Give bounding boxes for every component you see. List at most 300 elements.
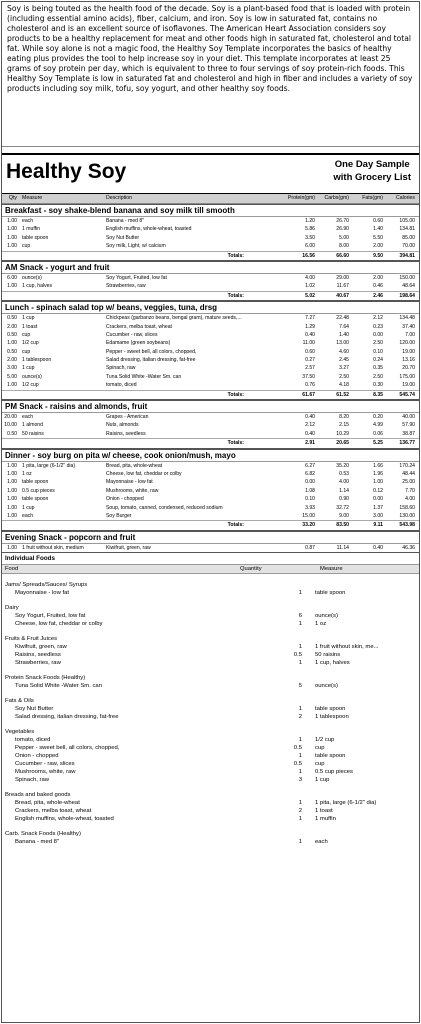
table-row (2, 242, 419, 250)
item-food: Onion - chopped (15, 753, 59, 760)
cell-qty: 3.00 (7, 365, 17, 372)
table-row (2, 373, 419, 381)
cell-qty: 1.00 (7, 487, 17, 494)
cell-measure: each (22, 218, 34, 224)
col-fats: Fats(gm) (362, 195, 383, 201)
cell-calories: 4.00 (405, 496, 415, 503)
cell-fats: 1.96 (373, 470, 383, 477)
cell-protein: 0.40 (305, 414, 315, 421)
cell-carbs: 29.00 (336, 274, 349, 281)
list-item (2, 643, 419, 651)
cell-qty: 1.00 (7, 470, 17, 477)
item-food: Soy Nut Butter (15, 706, 54, 713)
item-food: Banana - med 8" (15, 839, 60, 846)
item-measure: 1 fruit without skin, me... (315, 644, 379, 651)
cell-fats: 1.37 (373, 504, 383, 511)
cell-calories: 158.60 (399, 504, 415, 511)
cell-calories: 37.40 (402, 323, 415, 330)
cell-measure: each (22, 512, 34, 519)
cell-measure: 1 fruit without skin, medium (22, 544, 84, 551)
list-item (2, 760, 419, 768)
list-item (2, 659, 419, 667)
item-quantity: 1 (298, 737, 302, 744)
cell-calories: 19.00 (402, 348, 415, 355)
cell-fats: 2.46 (373, 292, 383, 299)
list-item (2, 736, 419, 744)
table-row (2, 495, 419, 503)
list-item (2, 612, 419, 620)
totals-row (2, 438, 419, 447)
cell-description: English muffins, whole-wheat, toasted (106, 226, 192, 233)
cell-blank (20, 439, 106, 447)
item-quantity: 1 (298, 660, 302, 667)
cell-measure: 1 cup, halves (22, 283, 53, 290)
cell-protein: 0.76 (305, 382, 315, 389)
table-row (2, 356, 419, 364)
cell-measure: cup (22, 243, 31, 250)
item-quantity: 1 (298, 753, 302, 760)
item-quantity: 1 (298, 839, 302, 846)
cell-qty: 1.00 (7, 218, 17, 224)
totals-label: Totals: (227, 522, 244, 529)
cell-calories: 57.90 (402, 422, 415, 429)
cell-calories: 25.00 (402, 479, 415, 486)
meal-title: Dinner - soy burg on pita w/ cheese, cook onion/mush, mayo (2, 449, 419, 462)
cell-protein: 7.27 (305, 315, 315, 322)
item-food: Cheese, low fat, cheddar or colby (15, 621, 103, 628)
cell-calories: 170.24 (399, 462, 415, 469)
cell-measure: 1 muffin (22, 226, 41, 233)
cell-calories: 198.64 (399, 292, 415, 299)
item-food: Spinach, raw (15, 777, 50, 784)
totals-row (2, 390, 419, 399)
cell-qty: 1.00 (7, 462, 17, 469)
cell-fats: 0.06 (373, 430, 383, 437)
table-row (2, 544, 419, 552)
meal-section (2, 204, 419, 261)
cell-measure: 1 oz (22, 470, 32, 477)
cell-calories: 48.44 (402, 470, 415, 477)
totals-label: Totals: (227, 391, 244, 398)
meal-section (2, 400, 419, 449)
table-row (2, 478, 419, 486)
cell-carbs: 2.50 (339, 373, 349, 380)
cell-protein: 2.57 (305, 365, 315, 372)
list-item (2, 807, 419, 815)
cell-fats: 0.30 (373, 382, 383, 389)
item-quantity: 3 (298, 777, 302, 784)
cell-carbs: 10.29 (336, 430, 349, 437)
food-group-title: Protein Snack Foods (Healthy) (5, 675, 86, 682)
food-group-title: Breads and baked goods (5, 792, 71, 799)
table-row (2, 430, 419, 438)
item-food: Kiwifruit, green, raw (15, 644, 67, 651)
item-food: Soy Yogurt, Fruited, low fat (15, 613, 86, 620)
cell-protein: 0.27 (305, 357, 315, 364)
cell-description: Edamame (green soybeans) (106, 340, 171, 347)
cell-calories: 46.36 (402, 544, 415, 551)
cell-protein: 3.93 (305, 504, 315, 511)
item-quantity: 1 (298, 816, 302, 823)
cell-measure: 50 raisins (22, 430, 44, 437)
cell-protein: 2.91 (305, 440, 315, 447)
cell-calories: 20.70 (402, 365, 415, 372)
item-measure: cup (315, 761, 325, 768)
cell-protein: 1.29 (305, 323, 315, 330)
table-row (2, 339, 419, 347)
cell-carbs: 8.00 (339, 243, 349, 250)
cell-blank (2, 391, 20, 399)
cell-description: Bread, pita, whole-wheat (106, 462, 163, 469)
template-header (2, 155, 419, 194)
list-item (2, 799, 419, 807)
cell-qty: 5.00 (7, 373, 17, 380)
cell-blank (20, 391, 106, 399)
cell-carbs: 7.64 (339, 323, 349, 330)
item-quantity: 1 (298, 706, 302, 713)
cell-description: Raisins, seedless (106, 430, 146, 437)
item-quantity: 0.5 (293, 745, 302, 752)
cell-carbs: 61.52 (336, 391, 349, 398)
cell-calories: 85.00 (402, 234, 415, 241)
list-item (2, 752, 419, 760)
cell-measure: 1/2 cup (22, 340, 39, 347)
cell-protein: 3.50 (305, 234, 315, 241)
cell-qty: 0.50 (7, 348, 17, 355)
item-food: Mayonnaise - low fat (15, 590, 70, 597)
cell-qty: 1.00 (7, 512, 17, 519)
cell-calories: 134.48 (399, 315, 415, 322)
cell-fats: 1.00 (373, 479, 383, 486)
cell-description: Spinach, raw (106, 365, 136, 372)
table-row (2, 282, 419, 290)
cell-qty: 1.00 (7, 544, 17, 551)
list-item (2, 768, 419, 776)
cell-description: Mushrooms, white, raw (106, 487, 159, 494)
cell-description: Soy milk, Light, w/ calcium (106, 243, 166, 250)
ind-col-food: Food (5, 566, 19, 573)
cell-blank (20, 252, 106, 260)
cell-protein: 0.60 (305, 348, 315, 355)
cell-protein: 1.08 (305, 487, 315, 494)
table-row (2, 274, 419, 282)
cell-measure: cup (22, 331, 31, 338)
cell-measure: cup (22, 348, 31, 355)
document-page (1, 1, 420, 1023)
item-quantity: 2 (298, 714, 302, 721)
item-measure: each (315, 839, 328, 846)
cell-carbs: 0.90 (339, 496, 349, 503)
item-quantity: 1 (298, 644, 302, 651)
cell-protein: 0.10 (305, 496, 315, 503)
meal-title: Breakfast - soy shake-blend banana and soy milk till smooth (2, 204, 419, 217)
item-quantity: 2 (298, 808, 302, 815)
meal-section (2, 449, 419, 531)
col-protein: Protein(gm) (287, 195, 315, 201)
item-food: Strawberries, raw (15, 660, 61, 667)
meal-section (2, 261, 419, 301)
cell-measure: 1 tablespoon (22, 357, 52, 364)
cell-carbs: 2.45 (339, 357, 349, 364)
cell-carbs: 3.27 (339, 365, 349, 372)
cell-carbs: 22.48 (336, 315, 349, 322)
table-row (2, 504, 419, 512)
cell-measure: 1 cup (22, 365, 35, 372)
sample-line-2: with Grocery List (333, 172, 411, 183)
cell-fats: 0.60 (373, 218, 383, 224)
cell-calories: 13.16 (402, 357, 415, 364)
table-row (2, 470, 419, 478)
cell-carbs: 35.20 (336, 462, 349, 469)
cell-carbs: 9.00 (339, 512, 349, 519)
cell-protein: 33.20 (302, 522, 315, 529)
cell-description: Soy Nut Butter (106, 234, 140, 241)
cell-protein: 1.20 (305, 218, 315, 224)
cell-fats: 3.00 (373, 512, 383, 519)
cell-qty: 0.50 (7, 315, 17, 322)
cell-qty: 1.00 (7, 283, 17, 290)
totals-row (2, 291, 419, 300)
cell-fats: 0.20 (373, 414, 383, 421)
cell-carbs: 13.00 (336, 340, 349, 347)
item-quantity: 1 (298, 769, 302, 776)
ind-col-measure: Measure (320, 566, 343, 573)
column-header-row (2, 194, 419, 204)
cell-carbs: 8.20 (339, 414, 349, 421)
cell-fats: 0.40 (373, 544, 383, 551)
cell-fats: 2.12 (373, 315, 383, 322)
cell-fats: 1.40 (373, 226, 383, 233)
table-row (2, 225, 419, 233)
cell-measure: 1 toast (22, 323, 38, 330)
table-row (2, 348, 419, 356)
item-quantity: 0.5 (293, 652, 302, 659)
cell-qty: 20.00 (4, 414, 17, 421)
cell-measure: 1 cup (22, 315, 35, 322)
item-food: Salad dressing, italian dressing, fat-free (15, 714, 119, 721)
item-measure: 1/2 cup (315, 737, 335, 744)
list-item (2, 815, 419, 823)
cell-carbs: 11.14 (336, 544, 349, 551)
cell-protein: 5.02 (305, 292, 315, 299)
sample-line-1: One Day Sample (334, 159, 410, 170)
totals-label: Totals: (227, 440, 244, 447)
item-quantity: 1 (298, 800, 302, 807)
cell-carbs: 11.67 (336, 283, 349, 290)
cell-blank (2, 521, 20, 529)
list-item (2, 682, 419, 690)
cell-description: Chickpeas (garbanzo beans, bengal gram), mature seeds,... (106, 315, 242, 322)
cell-calories: 545.74 (399, 391, 415, 398)
col-measure: Measure (22, 195, 43, 201)
intro-paragraph: Soy is being touted as the health food of the decade. Soy is a plant-based food that is loaded with protein (including essential amino acids), fiber, calcium, and iron. Soy is low in saturated fat, contains no cholesterol and is an excellent source of isoflavones. The American Heart Association considers soy products to be a healthy replacement for meat and other foods high in saturated fat, cholesterol and total fat. While soy alone is not a magic food, the Healthy Soy Template incorporates the basics of healthy eating plus provides the tool to help increase soy in your diet. This template incorporates at least 25 grams of soy protein per day, which is equivalent to three to four servings of soy protein-rich foods. This Healthy Soy Template is low in saturated fat and cholesterol and high in fiber and includes a variety of soy products including soy milk, tofu, soy yogurt, and other healthy soy foods. (2, 2, 419, 147)
cell-calories: 70.00 (402, 243, 415, 250)
cell-protein: 0.40 (305, 331, 315, 338)
table-row (2, 512, 419, 520)
cell-protein: 0.40 (305, 430, 315, 437)
cell-measure: 0.5 cup pieces (22, 487, 55, 494)
cell-calories: 175.00 (399, 373, 415, 380)
item-measure: ounce(s) (315, 613, 338, 620)
cell-protein: 6.27 (305, 462, 315, 469)
ind-col-quantity: Quantity (240, 566, 262, 573)
cell-carbs: 5.00 (339, 234, 349, 241)
item-food: Cucumber - raw, slices (15, 761, 75, 768)
col-description: Description (106, 195, 132, 201)
meal-title: Evening Snack - popcorn and fruit (2, 531, 419, 544)
item-measure: 50 raisins (315, 652, 341, 659)
list-item (2, 713, 419, 721)
cell-description: Banana - med 8" (106, 218, 145, 224)
cell-qty: 0.50 (7, 430, 17, 437)
cell-carbs: 26.90 (336, 226, 349, 233)
cell-protein: 0.00 (305, 479, 315, 486)
table-row (2, 364, 419, 372)
item-measure: 1 tablespoon (315, 714, 349, 721)
cell-carbs: 2.15 (339, 422, 349, 429)
meal-section (2, 531, 419, 553)
cell-fats: 4.99 (373, 422, 383, 429)
cell-carbs: 0.53 (339, 470, 349, 477)
cell-blank (20, 521, 106, 529)
table-row (2, 462, 419, 470)
cell-measure: 1 almond (22, 422, 43, 429)
food-group-title: Fruits & Fruit Juices (5, 636, 58, 643)
meal-title: Lunch - spinach salad top w/ beans, veggies, tuna, drsg (2, 301, 419, 314)
table-row (2, 314, 419, 322)
item-measure: table spoon (315, 706, 346, 713)
table-row (2, 487, 419, 495)
table-row (2, 421, 419, 429)
item-measure: cup (315, 745, 325, 752)
individual-foods-header (2, 564, 419, 574)
cell-measure: 1/2 cup (22, 382, 39, 389)
cell-fats: 0.10 (373, 348, 383, 355)
col-qty: Qty (8, 195, 17, 201)
cell-carbs: 4.00 (339, 479, 349, 486)
table-row (2, 331, 419, 339)
totals-label: Totals: (227, 292, 244, 299)
cell-qty: 1.00 (7, 382, 17, 389)
cell-description: Crackers, melba toast, wheat (106, 323, 172, 330)
cell-protein: 11.00 (302, 340, 315, 347)
item-measure: 1 oz (315, 621, 327, 628)
cell-description: Soup, tomato, canned, condensed, reduced sodium (106, 504, 223, 511)
cell-fats: 5.50 (373, 234, 383, 241)
cell-fats: 0.00 (373, 331, 383, 338)
list-item (2, 589, 419, 597)
cell-description: Cucumber - raw, slices (106, 331, 158, 338)
list-item (2, 744, 419, 752)
cell-description: Kiwifruit, green, raw (106, 544, 151, 551)
cell-carbs: 4.18 (339, 382, 349, 389)
cell-calories: 38.87 (402, 430, 415, 437)
item-food: Raisins, seedless (15, 652, 61, 659)
item-food: tomato, diced (15, 737, 51, 744)
cell-protein: 6.82 (305, 470, 315, 477)
col-carbs: Carbs(gm) (324, 195, 349, 201)
cell-fats: 1.66 (373, 462, 383, 469)
cell-fats: 0.35 (373, 365, 383, 372)
item-measure: 1 cup, halves (315, 660, 350, 667)
cell-calories: 543.98 (399, 522, 415, 529)
cell-protein: 5.86 (305, 226, 315, 233)
cell-protein: 15.00 (302, 512, 315, 519)
food-group-title: Jams/ Spreads/Sauces/ Syrups (5, 582, 88, 589)
cell-fats: 5.25 (373, 440, 383, 447)
cell-description: tomato, diced (106, 382, 137, 389)
page-title: Healthy Soy (6, 160, 127, 183)
cell-carbs: 20.65 (336, 440, 349, 447)
individual-foods-title: Individual Foods (5, 555, 56, 563)
cell-description: Onion - chopped (106, 496, 144, 503)
cell-measure: each (22, 414, 34, 421)
cell-protein: 1.02 (305, 283, 315, 290)
item-quantity: 1 (298, 590, 302, 597)
cell-description: Soy Burger (106, 512, 132, 519)
cell-description: Nuts, almonds (106, 422, 139, 429)
item-food: Tuna Solid White -Water Sm. can (15, 683, 102, 690)
item-food: English muffins, whole-wheat, toasted (15, 816, 114, 823)
list-item (2, 651, 419, 659)
cell-description: Soy Yogurt, Fruited, low fat (106, 274, 167, 281)
cell-protein: 2.12 (305, 422, 315, 429)
cell-qty: 1.00 (7, 504, 17, 511)
cell-measure: 1 cup (22, 504, 35, 511)
cell-blank (20, 292, 106, 300)
cell-blank (2, 252, 20, 260)
cell-qty: 10.00 (4, 422, 17, 429)
cell-carbs: 26.70 (336, 218, 349, 224)
food-group-title: Dairy (5, 605, 19, 612)
list-item (2, 620, 419, 628)
cell-measure: ounce(s) (22, 373, 42, 380)
cell-calories: 7.00 (405, 331, 415, 338)
cell-fats: 8.35 (373, 391, 383, 398)
cell-fats: 0.23 (373, 323, 383, 330)
col-calories: Calories (395, 195, 415, 201)
cell-protein: 6.00 (305, 243, 315, 250)
cell-fats: 2.50 (373, 340, 383, 347)
cell-carbs: 66.60 (336, 252, 349, 259)
cell-fats: 9.50 (373, 252, 383, 259)
cell-qty: 2.00 (7, 357, 17, 364)
item-measure: 1 muffin (315, 816, 336, 823)
item-measure: ounce(s) (315, 683, 338, 690)
cell-protein: 16.56 (302, 252, 315, 259)
table-row (2, 217, 419, 225)
item-food: Crackers, melba toast, wheat (15, 808, 92, 815)
table-row (2, 323, 419, 331)
cell-fats: 2.50 (373, 373, 383, 380)
food-group-title: Vegetables (5, 729, 35, 736)
cell-description: Grapes - American (106, 414, 149, 421)
item-measure: 1 cup (315, 777, 330, 784)
food-group-title: Carb. Snack Foods (Healthy) (5, 831, 81, 838)
cell-fats: 0.46 (373, 283, 383, 290)
cell-measure: ounce(s) (22, 274, 42, 281)
cell-calories: 105.00 (399, 218, 415, 224)
item-food: Bread, pita, whole-wheat (15, 800, 80, 807)
cell-fats: 2.00 (373, 243, 383, 250)
grocery-list (2, 581, 419, 846)
cell-calories: 394.81 (399, 252, 415, 259)
cell-measure: table spoon (22, 479, 49, 486)
cell-measure: 1 pita, large (6-1/2" dia) (22, 462, 76, 469)
cell-description: Tuna Solid White -Water Sm. can (106, 373, 182, 380)
item-quantity: 1 (298, 621, 302, 628)
item-measure: 1 toast (315, 808, 333, 815)
